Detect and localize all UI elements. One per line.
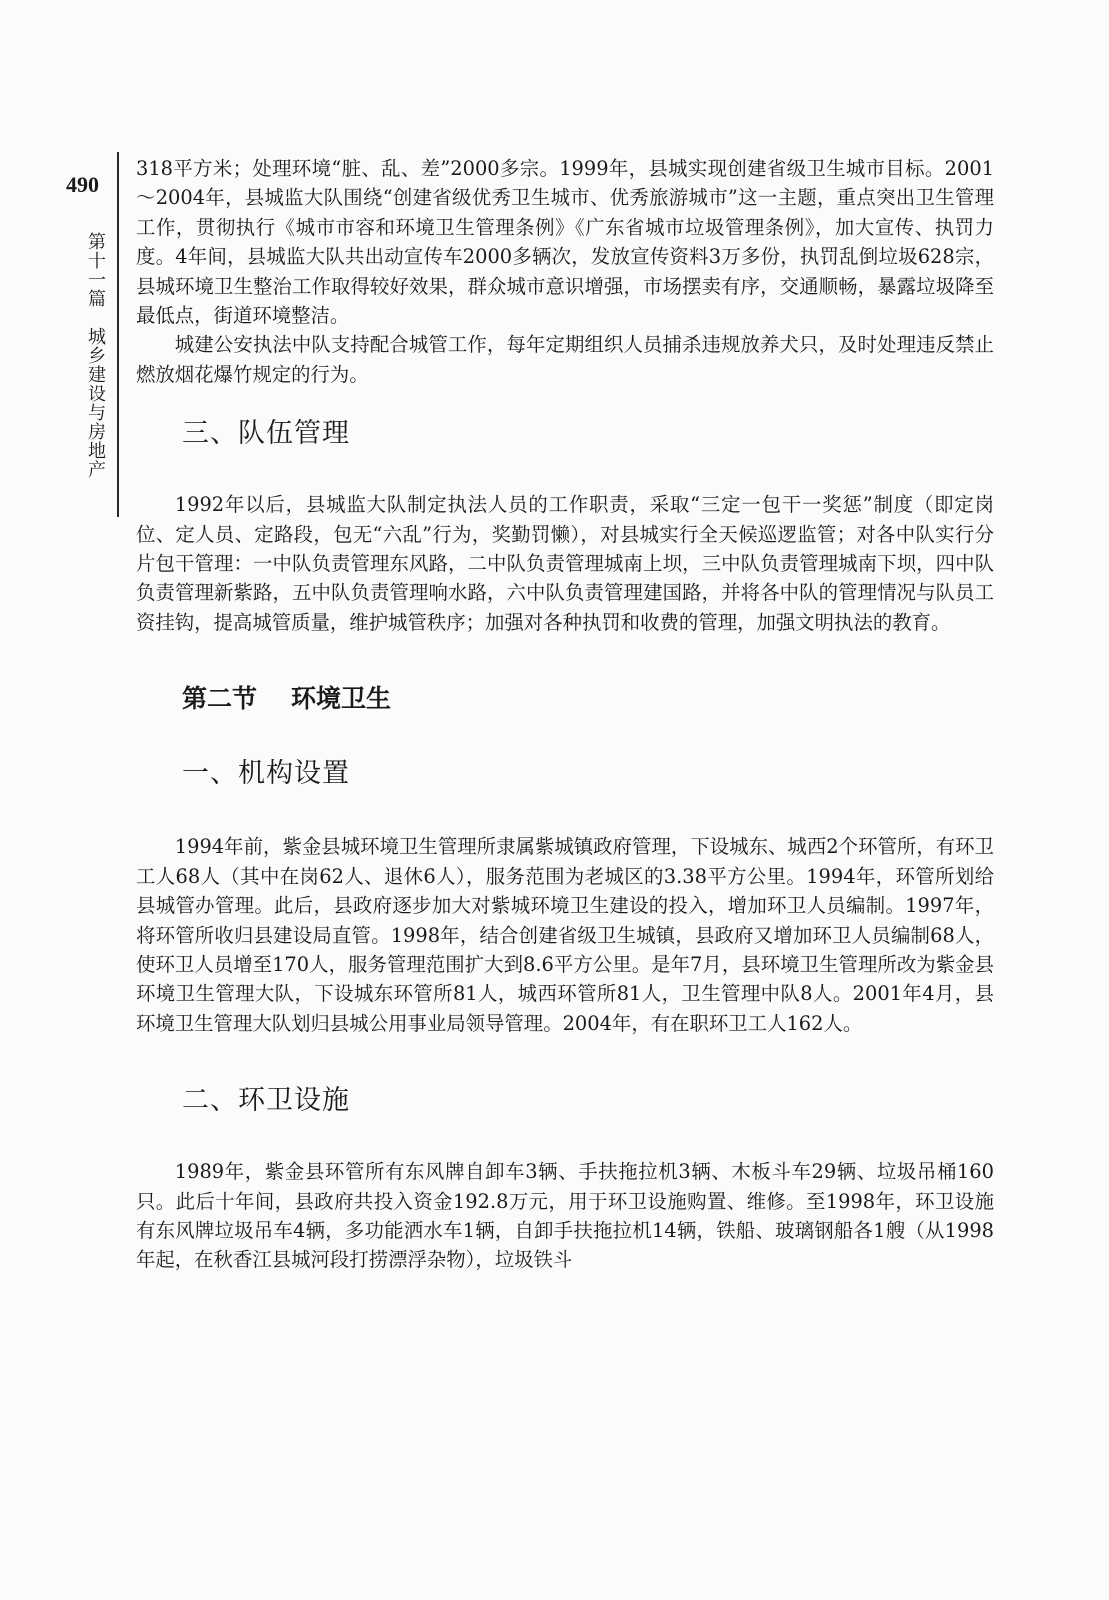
page-content bbox=[136, 154, 994, 1275]
section-title: 环境卫生 bbox=[291, 684, 392, 714]
heading-team-management: 三、队伍管理 bbox=[182, 418, 350, 450]
heading-facilities: 二、环卫设施 bbox=[182, 1085, 350, 1117]
side-divider bbox=[117, 152, 119, 517]
side-chapter-label: 第十一篇 城乡建设与房地产 bbox=[85, 232, 106, 479]
paragraph-organization: 1994年前，紫金县城环境卫生管理所隶属紫城镇政府管理，下设城东、城西2个环管所，有环卫工人68人（其中在岗62人、退休6人），服务范围为老城区的3.38平方公里。1994年，环管所划给县城管办管理。此后，县政府逐步加大对紫城环境卫生建设的投入，增加环卫人员编制。1997年，将环管所收归县建设局直管。1998年，结合创建省级卫生城镇，县政府又增加环卫人员编制68人，使环卫人员增至170人，服务管理范围扩大到8.6平方公里。是年7月，县环境卫生管理所改为紫金县环境卫生管理大队，下设城东环管所81人，城西环管所81人，卫生管理中队8人。2001年4月，县环境卫生管理大队划归县城公用事业局领导管理。2004年，有在职环卫工人162人。 bbox=[136, 835, 994, 1035]
section-number: 第二节 bbox=[182, 684, 258, 714]
paragraph-facilities: 1989年，紫金县环管所有东风牌自卸车3辆、手扶拖拉机3辆、木板斗车29辆、垃圾吊桶160只。此后十年间，县政府共投入资金192.8万元，用于环卫设施购置、维修。至1998年，环卫设施有东风牌垃圾吊车4辆，多功能洒水车1辆，自卸手扶拖拉机14辆，铁船、玻璃钢船各1艘（从1998年起，在秋香江县城河段打捞漂浮杂物），垃圾铁斗 bbox=[136, 1160, 994, 1272]
paragraph-police-support: 城建公安执法中队支持配合城管工作，每年定期组织人员捕杀违规放养犬只，及时处理违反禁止燃放烟花爆竹规定的行为。 bbox=[136, 333, 994, 386]
paragraph-team-management: 1992年以后，县城监大队制定执法人员的工作职责，采取“三定一包干一奖惩”制度（即定岗位、定人员、定路段，包无“六乱”行为，奖勤罚懒），对县城实行全天候巡逻监管；对各中队实行分片包干管理：一中队负责管理东风路，二中队负责管理城南上坝，三中队负责管理城南下坝，四中队负责管理新紫路，五中队负责管理响水路，六中队负责管理建国路，并将各中队的管理情况与队员工资挂钩，提高城管质量，维护城管秩序；加强对各种执罚和收费的管理，加强文明执法的教育。 bbox=[136, 493, 994, 634]
page-number: 490 bbox=[66, 172, 99, 197]
heading-organization: 一、机构设置 bbox=[182, 758, 350, 790]
section-heading bbox=[136, 679, 994, 715]
paragraph-sanitation-enforcement: 318平方米；处理环境“脏、乱、差”2000多宗。1999年，县城实现创建省级卫生城市目标。2001～2004年，县城监大队围绕“创建省级优秀卫生城市、优秀旅游城市”这一主题，重点突出卫生管理工作，贯彻执行《城市市容和环境卫生管理条例》《广东省城市垃圾管理条例》，加大宣传、执罚力度。4年间，县城监大队共出动宣传车2000多辆次，发放宣传资料3万多份，执罚乱倒垃圾628宗，县城环境卫生整治工作取得较好效果，群众城市意识增强，市场摆卖有序，交通顺畅，暴露垃圾降至最低点，街道环境整洁。 bbox=[136, 157, 994, 328]
